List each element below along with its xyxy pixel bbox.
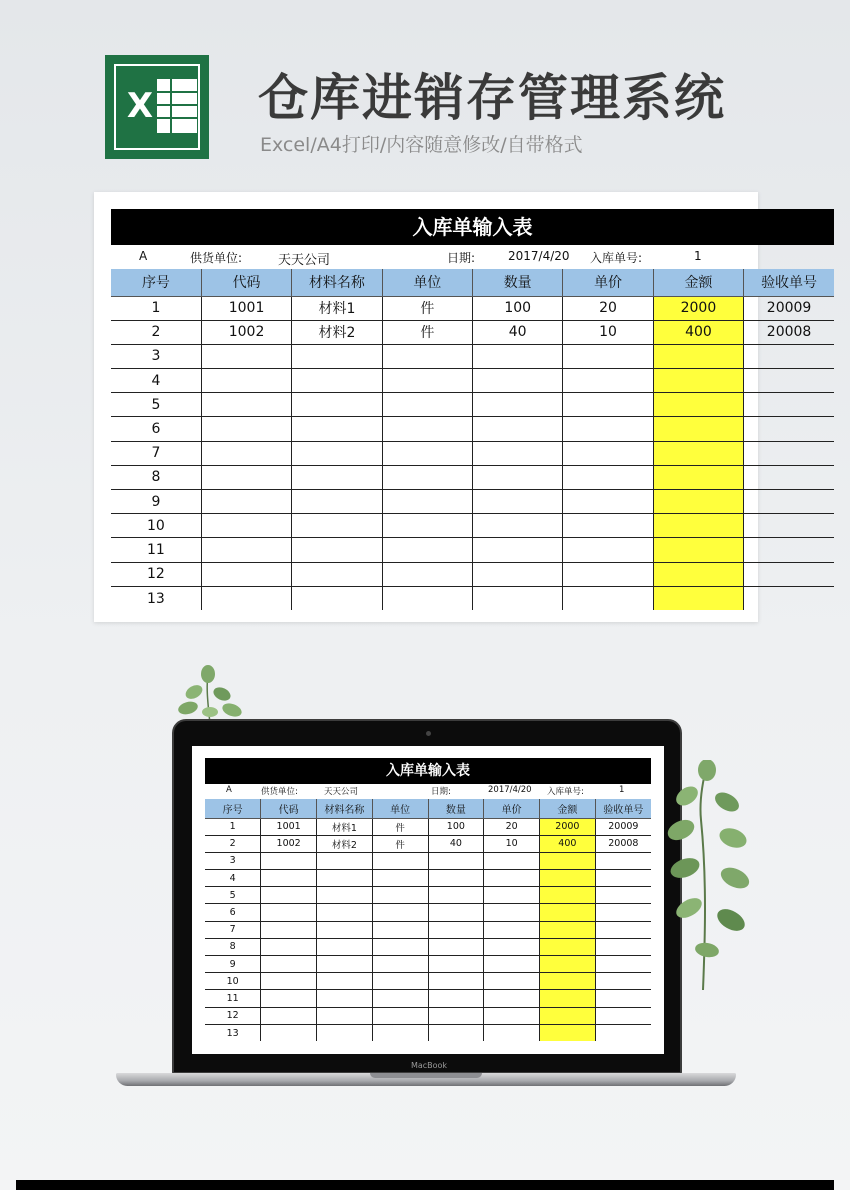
table-row	[111, 514, 834, 538]
table-cell[interactable]	[744, 538, 834, 562]
table-cell[interactable]	[292, 369, 382, 393]
column-header: 代码	[261, 799, 317, 818]
table-cell[interactable]	[201, 586, 291, 610]
table-cell[interactable]	[653, 441, 743, 465]
table-cell[interactable]: 件	[382, 296, 472, 320]
table-cell[interactable]	[261, 990, 317, 1007]
column-header: 序号	[205, 799, 261, 818]
table-cell[interactable]	[292, 586, 382, 610]
table-cell[interactable]	[563, 586, 653, 610]
page-title: 仓库进销存管理系统	[258, 69, 726, 127]
table-cell[interactable]	[428, 956, 484, 973]
table-cell[interactable]	[317, 938, 373, 955]
table-cell[interactable]	[372, 1007, 428, 1024]
receipt-table	[111, 269, 834, 610]
table-cell[interactable]	[428, 938, 484, 955]
cell-a-small: A	[226, 785, 232, 795]
table-header-row	[111, 269, 834, 296]
table-row	[205, 990, 651, 1007]
table-cell[interactable]	[317, 973, 373, 990]
table-cell[interactable]	[261, 852, 317, 869]
table-cell[interactable]	[540, 956, 596, 973]
table-cell[interactable]	[382, 417, 472, 441]
table-cell[interactable]	[484, 973, 540, 990]
table-cell[interactable]	[428, 973, 484, 990]
table-cell[interactable]: 1002	[261, 835, 317, 852]
table-cell[interactable]: 10	[484, 835, 540, 852]
table-row	[111, 344, 834, 368]
table-cell[interactable]	[473, 369, 563, 393]
table-cell[interactable]	[473, 393, 563, 417]
column-header: 数量	[473, 269, 563, 296]
table-row	[205, 956, 651, 973]
table-cell[interactable]	[317, 887, 373, 904]
table-cell[interactable]	[744, 562, 834, 586]
table-cell[interactable]: 40	[473, 320, 563, 344]
page-subtitle: Excel/A4打印/内容随意修改/自带格式	[260, 134, 583, 156]
table-cell[interactable]	[473, 417, 563, 441]
table-cell[interactable]	[484, 990, 540, 1007]
table-cell[interactable]: 1	[205, 818, 261, 835]
table-cell[interactable]: 件	[382, 320, 472, 344]
table-cell[interactable]: 20008	[744, 320, 834, 344]
supplier-value: 天天公司	[278, 253, 331, 268]
table-row	[111, 369, 834, 393]
bottom-bar	[16, 1180, 834, 1190]
table-cell[interactable]	[382, 562, 472, 586]
table-cell[interactable]	[595, 870, 651, 887]
table-cell[interactable]	[540, 990, 596, 1007]
table-cell[interactable]	[428, 921, 484, 938]
table-cell[interactable]: 13	[205, 1024, 261, 1041]
table-cell[interactable]	[317, 956, 373, 973]
table-cell[interactable]	[563, 369, 653, 393]
table-cell[interactable]	[261, 904, 317, 921]
table-cell[interactable]	[428, 887, 484, 904]
column-header: 数量	[428, 799, 484, 818]
table-cell[interactable]	[563, 465, 653, 489]
table-row	[111, 296, 834, 320]
table-cell[interactable]: 100	[428, 818, 484, 835]
receipt-no-label-small: 入库单号:	[547, 787, 584, 797]
receipt-table-small	[205, 799, 651, 1041]
table-cell[interactable]	[372, 870, 428, 887]
column-header: 代码	[201, 269, 291, 296]
table-cell[interactable]	[653, 562, 743, 586]
table-cell[interactable]	[201, 465, 291, 489]
table-cell[interactable]	[563, 393, 653, 417]
table-cell[interactable]	[317, 1024, 373, 1041]
table-cell[interactable]	[317, 921, 373, 938]
column-header: 验收单号	[744, 269, 834, 296]
table-row	[205, 852, 651, 869]
table-cell[interactable]: 6	[111, 417, 201, 441]
table-cell[interactable]: 件	[372, 835, 428, 852]
table-cell[interactable]: 11	[111, 538, 201, 562]
laptop-screen-frame	[172, 719, 682, 1074]
date-value: 2017/4/20	[508, 249, 570, 263]
table-cell[interactable]	[292, 562, 382, 586]
column-header: 材料名称	[317, 799, 373, 818]
table-cell[interactable]	[428, 1007, 484, 1024]
table-cell[interactable]	[484, 956, 540, 973]
table-cell[interactable]	[473, 490, 563, 514]
date-label: 日期:	[447, 251, 476, 265]
table-cell[interactable]	[382, 586, 472, 610]
date-label-small: 日期:	[431, 787, 451, 797]
table-cell[interactable]: 9	[205, 956, 261, 973]
table-cell[interactable]: 100	[473, 296, 563, 320]
table-cell[interactable]	[261, 1007, 317, 1024]
table-cell[interactable]	[428, 870, 484, 887]
table-cell[interactable]	[428, 852, 484, 869]
column-header: 金额	[540, 799, 596, 818]
sheet-title: 入库单输入表	[111, 209, 834, 245]
table-cell[interactable]: 20	[563, 296, 653, 320]
table-cell[interactable]	[382, 490, 472, 514]
table-cell[interactable]	[473, 562, 563, 586]
table-cell[interactable]	[261, 1024, 317, 1041]
table-cell[interactable]	[540, 904, 596, 921]
table-cell[interactable]: 20009	[744, 296, 834, 320]
table-cell[interactable]	[595, 852, 651, 869]
table-cell[interactable]	[563, 490, 653, 514]
date-value-small: 2017/4/20	[488, 785, 532, 795]
table-row	[205, 1007, 651, 1024]
table-cell[interactable]	[595, 1024, 651, 1041]
table-row	[111, 417, 834, 441]
table-cell[interactable]	[201, 538, 291, 562]
table-cell[interactable]	[595, 887, 651, 904]
table-cell[interactable]	[653, 490, 743, 514]
table-cell[interactable]	[292, 393, 382, 417]
table-cell[interactable]: 3	[111, 344, 201, 368]
table-cell[interactable]	[473, 514, 563, 538]
table-cell[interactable]	[653, 465, 743, 489]
table-cell[interactable]	[744, 586, 834, 610]
table-cell[interactable]	[372, 904, 428, 921]
table-cell[interactable]	[317, 1007, 373, 1024]
table-cell[interactable]: 2000	[540, 818, 596, 835]
table-row	[111, 465, 834, 489]
column-header: 验收单号	[595, 799, 651, 818]
table-cell[interactable]	[428, 1024, 484, 1041]
table-cell[interactable]: 12	[111, 562, 201, 586]
table-cell[interactable]	[372, 1024, 428, 1041]
table-cell[interactable]: 2	[205, 835, 261, 852]
table-row	[111, 441, 834, 465]
table-cell[interactable]	[292, 490, 382, 514]
table-cell[interactable]	[484, 921, 540, 938]
table-row	[205, 1024, 651, 1041]
table-cell[interactable]	[372, 938, 428, 955]
table-cell[interactable]	[201, 344, 291, 368]
table-cell[interactable]	[382, 393, 472, 417]
table-cell[interactable]: 6	[205, 904, 261, 921]
column-header: 单价	[484, 799, 540, 818]
table-row	[111, 393, 834, 417]
table-cell[interactable]: 2000	[653, 296, 743, 320]
spreadsheet-preview	[94, 192, 818, 622]
table-cell[interactable]	[292, 417, 382, 441]
table-cell[interactable]: 20009	[595, 818, 651, 835]
table-row	[205, 887, 651, 904]
table-cell[interactable]	[317, 852, 373, 869]
column-header: 金额	[653, 269, 743, 296]
table-cell[interactable]	[382, 369, 472, 393]
table-cell[interactable]	[595, 956, 651, 973]
table-cell[interactable]: 5	[205, 887, 261, 904]
table-cell[interactable]	[292, 514, 382, 538]
table-row	[205, 835, 651, 852]
table-cell[interactable]	[563, 514, 653, 538]
table-cell[interactable]	[540, 921, 596, 938]
receipt-no-value: 1	[694, 249, 702, 263]
table-cell[interactable]	[595, 1007, 651, 1024]
table-cell[interactable]: 件	[372, 818, 428, 835]
table-cell[interactable]: 2	[111, 320, 201, 344]
table-cell[interactable]	[317, 990, 373, 1007]
table-cell[interactable]: 40	[428, 835, 484, 852]
table-cell[interactable]	[653, 586, 743, 610]
table-cell[interactable]	[484, 870, 540, 887]
table-cell[interactable]: 材料2	[317, 835, 373, 852]
table-cell[interactable]: 材料2	[292, 320, 382, 344]
table-cell[interactable]	[540, 887, 596, 904]
table-cell[interactable]: 3	[205, 852, 261, 869]
table-cell[interactable]: 12	[205, 1007, 261, 1024]
table-cell[interactable]	[372, 852, 428, 869]
table-cell[interactable]: 400	[540, 835, 596, 852]
table-cell[interactable]	[382, 441, 472, 465]
table-cell[interactable]: 20	[484, 818, 540, 835]
table-cell[interactable]: 1001	[201, 296, 291, 320]
table-cell[interactable]	[563, 538, 653, 562]
table-cell[interactable]	[744, 369, 834, 393]
table-cell[interactable]	[372, 973, 428, 990]
table-cell[interactable]	[201, 417, 291, 441]
table-header-row	[205, 799, 651, 818]
table-row	[111, 562, 834, 586]
table-cell[interactable]	[473, 586, 563, 610]
table-cell[interactable]: 10	[563, 320, 653, 344]
table-cell[interactable]	[595, 990, 651, 1007]
table-cell[interactable]	[261, 973, 317, 990]
table-cell[interactable]	[484, 938, 540, 955]
table-cell[interactable]	[563, 417, 653, 441]
table-cell[interactable]	[372, 956, 428, 973]
supplier-value-small: 天天公司	[324, 787, 359, 797]
table-row	[205, 921, 651, 938]
table-row	[205, 904, 651, 921]
table-cell[interactable]	[540, 938, 596, 955]
table-cell[interactable]	[473, 344, 563, 368]
table-cell[interactable]: 10	[111, 514, 201, 538]
table-cell[interactable]: 材料1	[317, 818, 373, 835]
table-cell[interactable]	[372, 990, 428, 1007]
column-header: 序号	[111, 269, 201, 296]
table-cell[interactable]: 11	[205, 990, 261, 1007]
table-cell[interactable]: 材料1	[292, 296, 382, 320]
table-cell[interactable]	[382, 538, 472, 562]
table-cell[interactable]: 9	[111, 490, 201, 514]
table-cell[interactable]: 10	[205, 973, 261, 990]
table-cell[interactable]	[744, 490, 834, 514]
table-cell[interactable]: 5	[111, 393, 201, 417]
sheet-title-small: 入库单输入表	[205, 758, 651, 784]
table-cell[interactable]	[201, 562, 291, 586]
svg-text:X: X	[126, 86, 154, 126]
table-cell[interactable]	[595, 973, 651, 990]
table-cell[interactable]: 20008	[595, 835, 651, 852]
laptop-screen	[192, 746, 664, 1054]
table-cell[interactable]	[382, 514, 472, 538]
laptop-brand-label: MacBook	[410, 1061, 448, 1070]
excel-icon	[105, 55, 209, 159]
plant-right-image	[655, 760, 760, 990]
table-cell[interactable]: 400	[653, 320, 743, 344]
table-cell[interactable]	[653, 369, 743, 393]
table-cell[interactable]	[473, 465, 563, 489]
laptop-notch	[370, 1073, 482, 1078]
table-cell[interactable]	[201, 393, 291, 417]
table-cell[interactable]	[563, 344, 653, 368]
table-cell[interactable]	[428, 990, 484, 1007]
table-cell[interactable]	[292, 441, 382, 465]
table-cell[interactable]	[540, 1024, 596, 1041]
meta-row-small	[205, 785, 651, 799]
table-cell[interactable]	[473, 441, 563, 465]
table-cell[interactable]	[484, 852, 540, 869]
table-cell[interactable]	[653, 417, 743, 441]
column-header: 单位	[382, 269, 472, 296]
table-cell[interactable]	[540, 870, 596, 887]
table-cell[interactable]	[428, 904, 484, 921]
table-cell[interactable]	[595, 938, 651, 955]
receipt-no-value-small: 1	[619, 785, 625, 795]
table-cell[interactable]	[540, 1007, 596, 1024]
plant-left-image	[170, 664, 260, 724]
table-row	[111, 320, 834, 344]
table-cell[interactable]	[261, 870, 317, 887]
table-cell[interactable]	[563, 441, 653, 465]
table-cell[interactable]	[540, 973, 596, 990]
table-cell[interactable]	[744, 344, 834, 368]
table-cell[interactable]	[595, 904, 651, 921]
table-cell[interactable]	[744, 465, 834, 489]
table-cell[interactable]: 4	[205, 870, 261, 887]
table-cell[interactable]	[261, 956, 317, 973]
table-cell[interactable]	[317, 904, 373, 921]
table-row	[111, 490, 834, 514]
table-row	[111, 538, 834, 562]
table-cell[interactable]	[201, 514, 291, 538]
table-cell[interactable]	[473, 538, 563, 562]
table-cell[interactable]: 8	[205, 938, 261, 955]
table-cell[interactable]: 1002	[201, 320, 291, 344]
table-row	[205, 973, 651, 990]
table-cell[interactable]: 13	[111, 586, 201, 610]
column-header: 材料名称	[292, 269, 382, 296]
table-cell[interactable]	[201, 369, 291, 393]
table-cell[interactable]	[292, 538, 382, 562]
table-cell[interactable]	[744, 441, 834, 465]
table-cell[interactable]: 4	[111, 369, 201, 393]
table-cell[interactable]	[382, 344, 472, 368]
table-cell[interactable]	[484, 887, 540, 904]
table-cell[interactable]	[653, 514, 743, 538]
table-cell[interactable]	[653, 538, 743, 562]
table-cell[interactable]	[484, 904, 540, 921]
table-row	[205, 870, 651, 887]
table-cell[interactable]	[595, 921, 651, 938]
supplier-label: 供货单位:	[190, 251, 243, 265]
table-cell[interactable]: 7	[111, 441, 201, 465]
table-cell[interactable]	[292, 344, 382, 368]
table-row	[205, 938, 651, 955]
column-header: 单价	[563, 269, 653, 296]
camera-icon	[426, 731, 431, 736]
table-cell[interactable]: 7	[205, 921, 261, 938]
table-cell[interactable]	[653, 393, 743, 417]
table-cell[interactable]: 8	[111, 465, 201, 489]
table-row	[111, 586, 834, 610]
cell-a: A	[139, 249, 148, 263]
table-cell[interactable]	[261, 921, 317, 938]
table-cell[interactable]	[292, 465, 382, 489]
table-cell[interactable]	[744, 514, 834, 538]
table-cell[interactable]: 1	[111, 296, 201, 320]
table-cell[interactable]	[261, 887, 317, 904]
table-cell[interactable]	[540, 852, 596, 869]
table-cell[interactable]	[201, 441, 291, 465]
table-cell[interactable]	[484, 1024, 540, 1041]
meta-row	[111, 249, 834, 269]
table-row	[205, 818, 651, 835]
column-header: 单位	[372, 799, 428, 818]
table-cell[interactable]	[563, 562, 653, 586]
supplier-label-small: 供货单位:	[261, 787, 298, 797]
table-cell[interactable]	[372, 921, 428, 938]
table-cell[interactable]	[744, 417, 834, 441]
table-cell[interactable]	[372, 887, 428, 904]
table-cell[interactable]	[484, 1007, 540, 1024]
receipt-no-label: 入库单号:	[590, 251, 643, 265]
table-cell[interactable]	[201, 490, 291, 514]
table-cell[interactable]	[744, 393, 834, 417]
table-cell[interactable]	[653, 344, 743, 368]
table-cell[interactable]: 1001	[261, 818, 317, 835]
table-cell[interactable]	[382, 465, 472, 489]
table-cell[interactable]	[261, 938, 317, 955]
table-cell[interactable]	[317, 870, 373, 887]
